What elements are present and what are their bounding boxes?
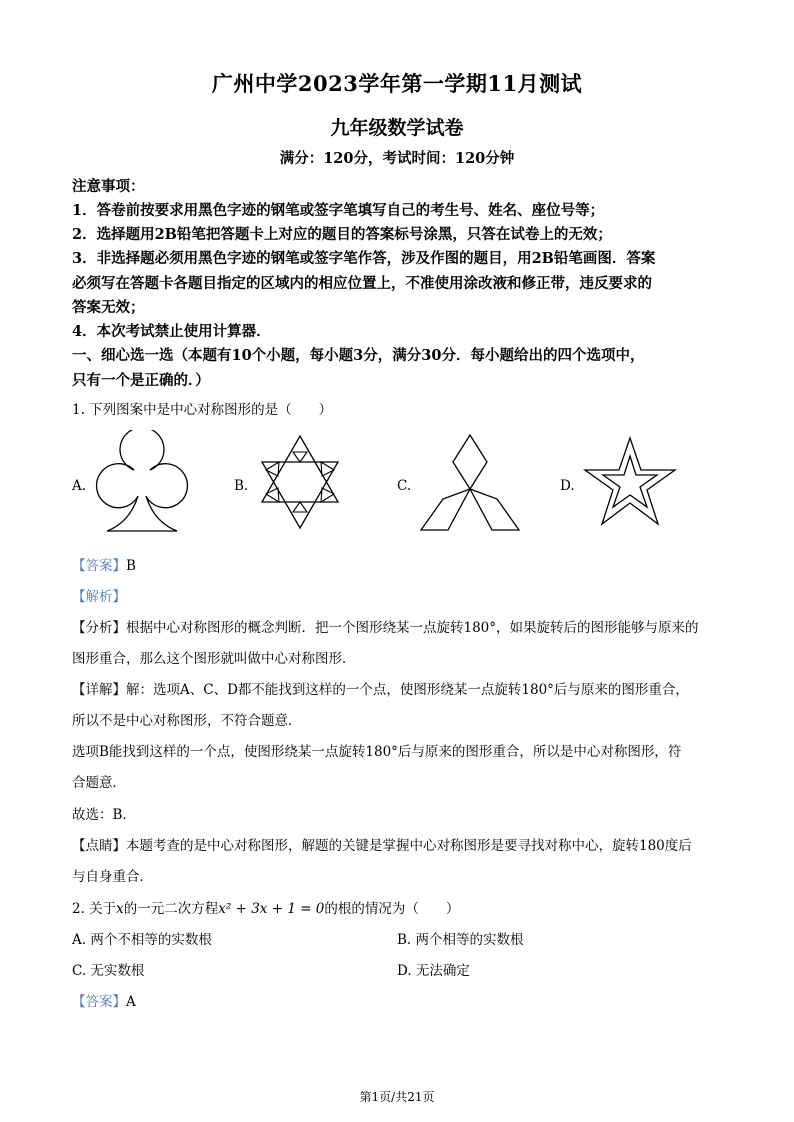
q2-stem — [72, 897, 459, 917]
q1-choose: 故选：B． — [72, 807, 136, 823]
q1-stem: 1. 下列图案中是中心对称图形的是（ ） — [72, 402, 333, 418]
q1-xiangjie-line-1 — [72, 678, 689, 698]
club-figure — [92, 430, 192, 535]
q1-option-b-label: B. — [234, 478, 249, 494]
notice-item-4: 4．本次考试禁止使用计算器． — [72, 323, 271, 340]
hexagram-figure — [250, 430, 350, 535]
q1-option-a-label: A. — [72, 478, 87, 494]
notice-item-3-line-3: 答案无效； — [72, 299, 145, 316]
notice-item-3-line-1: 3．非选择题必须用黑色字迹的钢笔或签字笔作答，涉及作图的题目，用2B铅笔画图．答案 — [72, 250, 656, 267]
q2-answer — [72, 990, 136, 1010]
page-number: 第1页/共21页 — [359, 1090, 435, 1104]
q2-answer-tag: 【答案】 — [72, 994, 126, 1010]
q1-xiangjie-line-3: 选项B能找到这样的一个点，使图形绕某一点旋转180°后与原来的图形重合，所以是中心对称图形，符 — [72, 744, 682, 760]
notice-heading: 注意事项： — [72, 178, 145, 195]
q1-answer — [72, 554, 136, 574]
q2-stem-mid: 的一元二次方程 — [123, 901, 219, 917]
exam-subtitle: 九年级数学试卷 — [330, 117, 464, 139]
q2-stem-pre: 2. 关于 — [72, 901, 117, 917]
q2-option-c: C. 无实数根 — [72, 963, 145, 979]
q1-dianjing-line-1 — [72, 834, 692, 854]
xiangjie-tag: 【详解】 — [72, 682, 126, 698]
q1-option-d-label: D. — [560, 478, 575, 494]
dianjing-text: 本题考查的是中心对称图形，解题的关键是掌握中心对称图形是要寻找对称中心，旋转180度后 — [126, 838, 692, 854]
q1-dianjing-line-2: 与自身重合． — [72, 869, 153, 885]
notice-item-1: 1．答卷前按要求用黑色字迹的钢笔或签字笔填写自己的考生号、姓名、座位号等； — [72, 202, 605, 219]
score-time: 满分：120分，考试时间：120分钟 — [279, 150, 515, 167]
q1-fenxi-line-2: 图形重合，那么这个图形就叫做中心对称图形． — [72, 651, 356, 667]
q2-equation: x² + 3x + 1 = 0 — [218, 901, 325, 917]
section-heading-line-2: 只有一个是正确的．） — [72, 372, 210, 389]
double-star-figure — [580, 430, 680, 535]
q2-option-b: B. 两个相等的实数根 — [397, 932, 524, 948]
q2-option-a: A. 两个不相等的实数根 — [72, 932, 212, 948]
q2-option-d: D. 无法确定 — [397, 963, 470, 979]
q2-answer-value: A — [126, 994, 136, 1010]
answer-value: B — [126, 558, 136, 574]
analysis-tag: 【解析】 — [72, 589, 126, 605]
three-diamonds-figure — [415, 430, 525, 535]
q2-stem-post: 的根的情况为（ ） — [324, 901, 460, 917]
notice-item-2: 2．选择题用2B铅笔把答题卡上对应的题目的答案标号涂黑，只答在试卷上的无效； — [72, 226, 612, 243]
q1-option-c-label: C. — [397, 478, 412, 494]
q2-variable: x — [116, 901, 124, 917]
q1-fenxi-line-1 — [72, 616, 699, 636]
exam-title: 广州中学2023学年第一学期11月测试 — [211, 71, 583, 96]
section-heading-line-1: 一、细心选一选（本题有10个小题，每小题3分，满分30分．每小题给出的四个选项中， — [72, 347, 645, 364]
answer-tag: 【答案】 — [72, 558, 126, 574]
xiangjie-text: 解：选项A、C、D都不能找到这样的一个点，使图形绕某一点旋转180°后与原来的图形重合， — [126, 682, 689, 698]
q1-xiangjie-line-2: 所以不是中心对称图形，不符合题意． — [72, 713, 302, 729]
q1-xiangjie-line-4: 合题意． — [72, 775, 126, 791]
fenxi-text: 根据中心对称图形的概念判断．把一个图形绕某一点旋转180°，如果旋转后的图形能够与原来的 — [126, 620, 699, 636]
fenxi-tag: 【分析】 — [72, 620, 126, 636]
notice-item-3-line-2: 必须写在答题卡各题目指定的区域内的相应位置上，不准使用涂改液和修正带，违反要求的 — [72, 275, 652, 292]
dianjing-tag: 【点睛】 — [72, 838, 126, 854]
